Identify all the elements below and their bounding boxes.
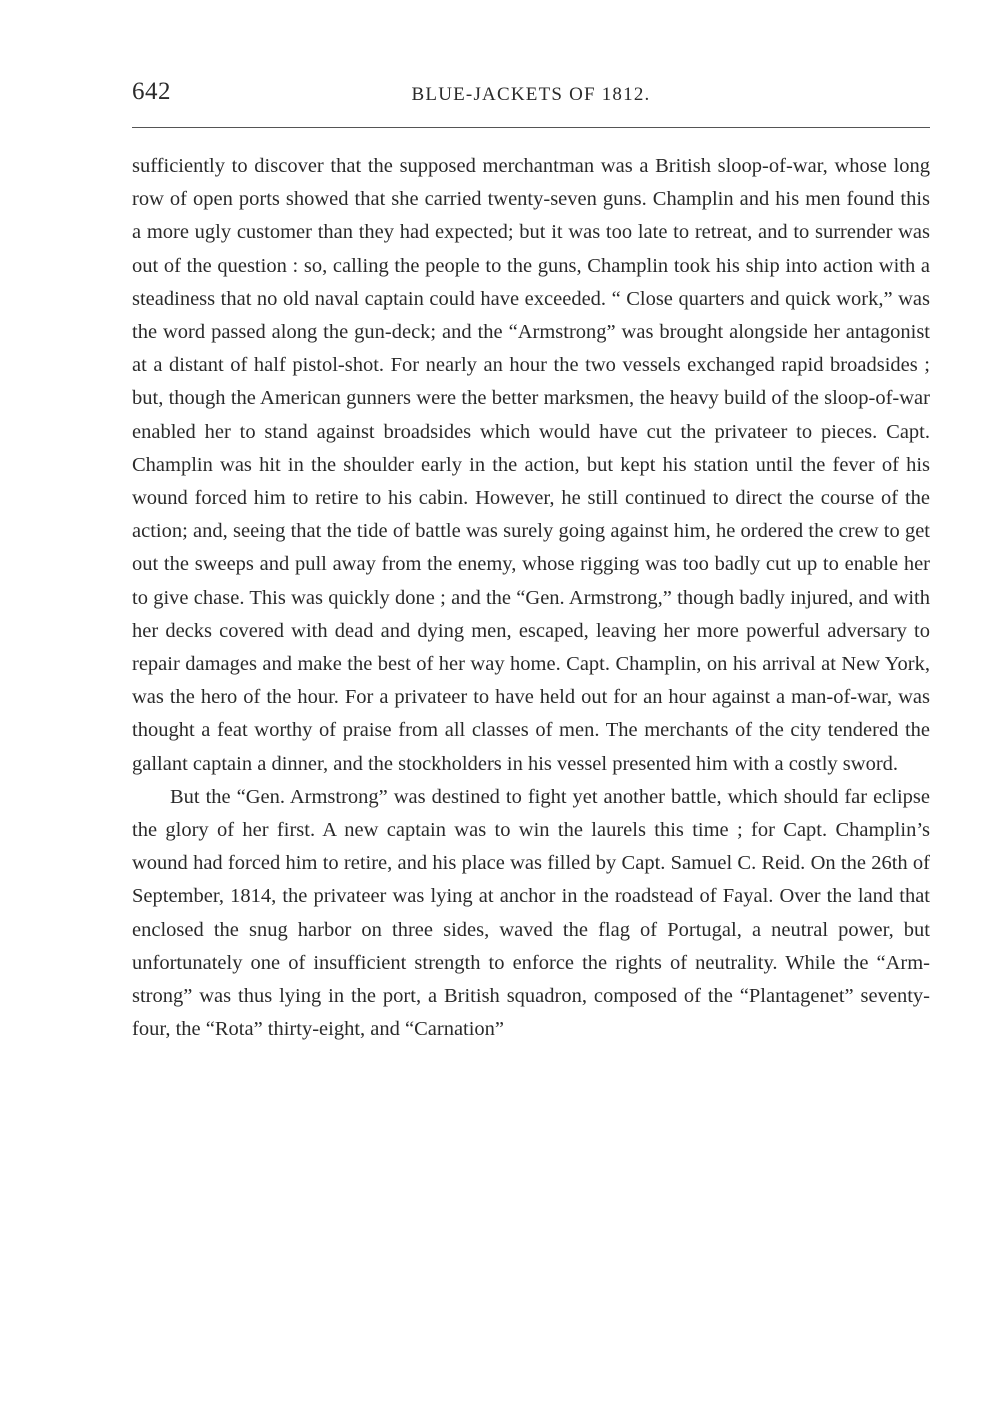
body-text [132,150,930,1046]
paragraph-2: But the “Gen. Armstrong” was destined to fight yet another battle, which should far eclipse the glory of her first. A new captain was to win the laurels this time ; for Capt. Champlin’s wound had forced him to retire, and his place was filled by Capt. Samuel C. Reid. On the 26th of September, 1814, the privateer was lying at anchor in the roadstead of Fayal. Over the land that enclosed the snug harbor on three sides, waved the flag of Portugal, a neutral power, but unfortunately one of insufficient strength to enforce the rights of neutrality. While the “Arm-strong” was thus lying in the port, a British squadron, composed of the “Plantagenet” seventy-four, the “Rota” thirty-eight, and “Carnation” [132,785,930,1041]
paragraph-1: sufficiently to discover that the supposed merchantman was a British sloop-of-war, whose long row of open ports showed that she carried twenty-seven guns. Champlin and his men found this a more ugly customer than they had expected; but it was too late to retreat, and to surrender was out of the question : so, calling the people to the guns, Champlin took his ship into action with a steadiness that no old naval captain could have exceeded. “ Close quarters and quick work,” was the word passed along the gun-deck; and the “Armstrong” was brought alongside her antagonist at a distant of half pistol-shot. For nearly an hour the two vessels exchanged rapid broadsides ; but, though the American gunners were the better marksmen, the heavy build of the sloop-of-war enabled her to stand against broadsides which would have cut the privateer to pieces. Capt. Champlin was hit in the shoulder early in the action, but kept his station until the fever of his wound forced him to retire to his cabin. However, he still continued to direct the course of the action; and, seeing that the tide of battle was surely going against him, he ordered the crew to get out the sweeps and pull away from the enemy, whose rigging was too badly cut up to enable her to give chase. This was quickly done ; and the “Gen. Armstrong,” though badly injured, and with her decks covered with dead and dying men, escaped, leaving her more powerful adversary to repair damages and make the best of her way home. Capt. Champlin, on his arrival at New York, was the hero of the hour. For a privateer to have held out for an hour against a man-of-war, was thought a feat worthy of praise from all classes of men. The merchants of the city tendered the gallant captain a dinner, and the stockholders in his vessel presented him with a costly sword. [132,155,930,775]
page-header [132,78,930,112]
header-rule [132,127,930,128]
running-head: BLUE-JACKETS OF 1812. [411,84,651,105]
page-number: 642 [132,78,171,105]
